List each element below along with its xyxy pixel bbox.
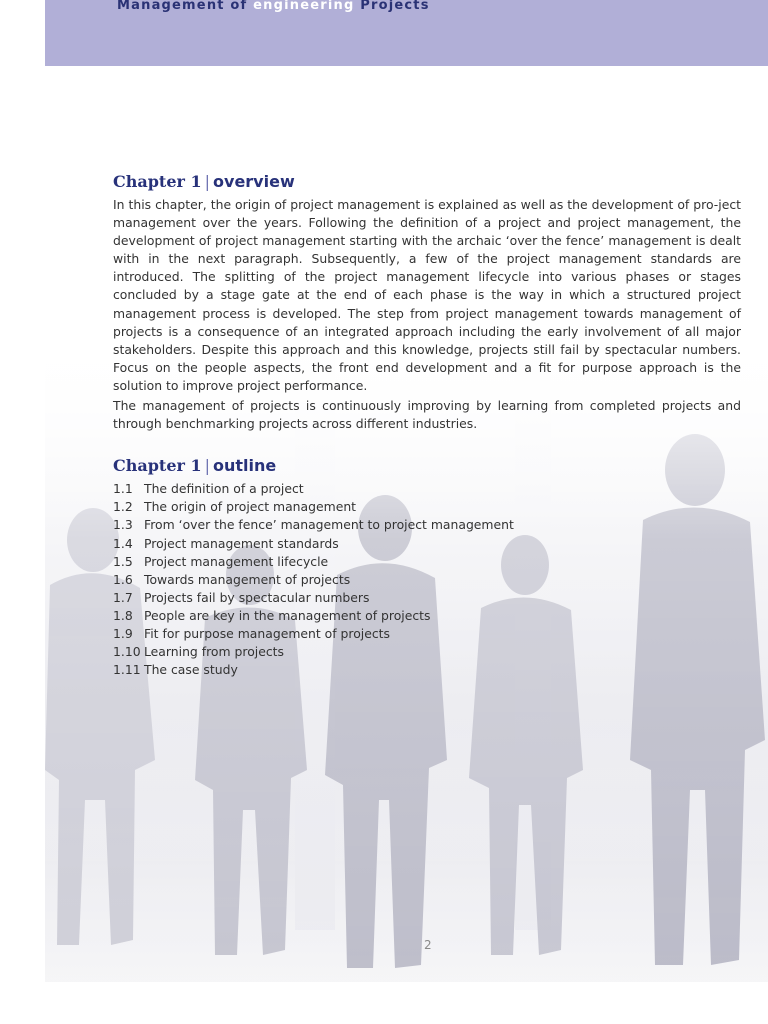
list-item[interactable]: 1.6 Towards management of projects — [113, 571, 351, 587]
list-item[interactable]: 1.4 Project management standards — [113, 535, 339, 551]
overview-paragraph: The management of projects is continuously improving by learning from completed projects and through benchmarking projects across different industries. — [113, 398, 741, 432]
list-item[interactable]: 1.10 Learning from projects — [113, 644, 284, 660]
list-item[interactable]: 1.9 Fit for purpose management of projects — [113, 625, 390, 641]
overview-section — [113, 170, 741, 433]
overview-paragraph: In this chapter, the origin of project management is explained as well as the development of pro-ject management over the years. Following the definition of a project and project management, the development of project management starting with the archaic ‘over the fence’ management is dealt with in the next paragraph. Subsequently, a few of the project management standards are introduced. The splitting of the project management lifecycle into various phases or stages concluded by a stage gate at the end of each phase is the way in which a structured project management process is developed. The step from project management towards management of projects is a consequence of an integrated approach including the early involvement of all major stakeholders. Despite this approach and this knowledge, projects still fail by spectacular numbers. Focus on the people aspects, the front end development and a fit for purpose approach is the solution to improve project performance. — [113, 197, 741, 393]
header-band — [45, 0, 768, 66]
list-item[interactable]: 1.1 The definition of a project — [113, 481, 304, 497]
outline-section — [113, 454, 741, 679]
list-item[interactable]: 1.11 The case study — [113, 662, 238, 678]
list-item[interactable]: 1.3 From ‘over the fence’ management to project management — [113, 517, 514, 533]
outline-list — [113, 480, 741, 679]
running-header-title: Management of engineering Projects — [117, 0, 430, 13]
list-item[interactable]: 1.7 Projects fail by spectacular numbers — [113, 589, 370, 605]
list-item[interactable]: 1.2 The origin of project management — [113, 499, 357, 515]
list-item[interactable]: 1.5 Project management lifecycle — [113, 553, 329, 569]
outline-heading: Chapter 1 | outline — [113, 456, 277, 476]
list-item[interactable]: 1.8 People are key in the management of projects — [113, 607, 431, 623]
page-number: 2 — [424, 938, 432, 952]
overview-heading: Chapter 1 | overview — [113, 172, 295, 191]
main-content — [113, 170, 741, 679]
